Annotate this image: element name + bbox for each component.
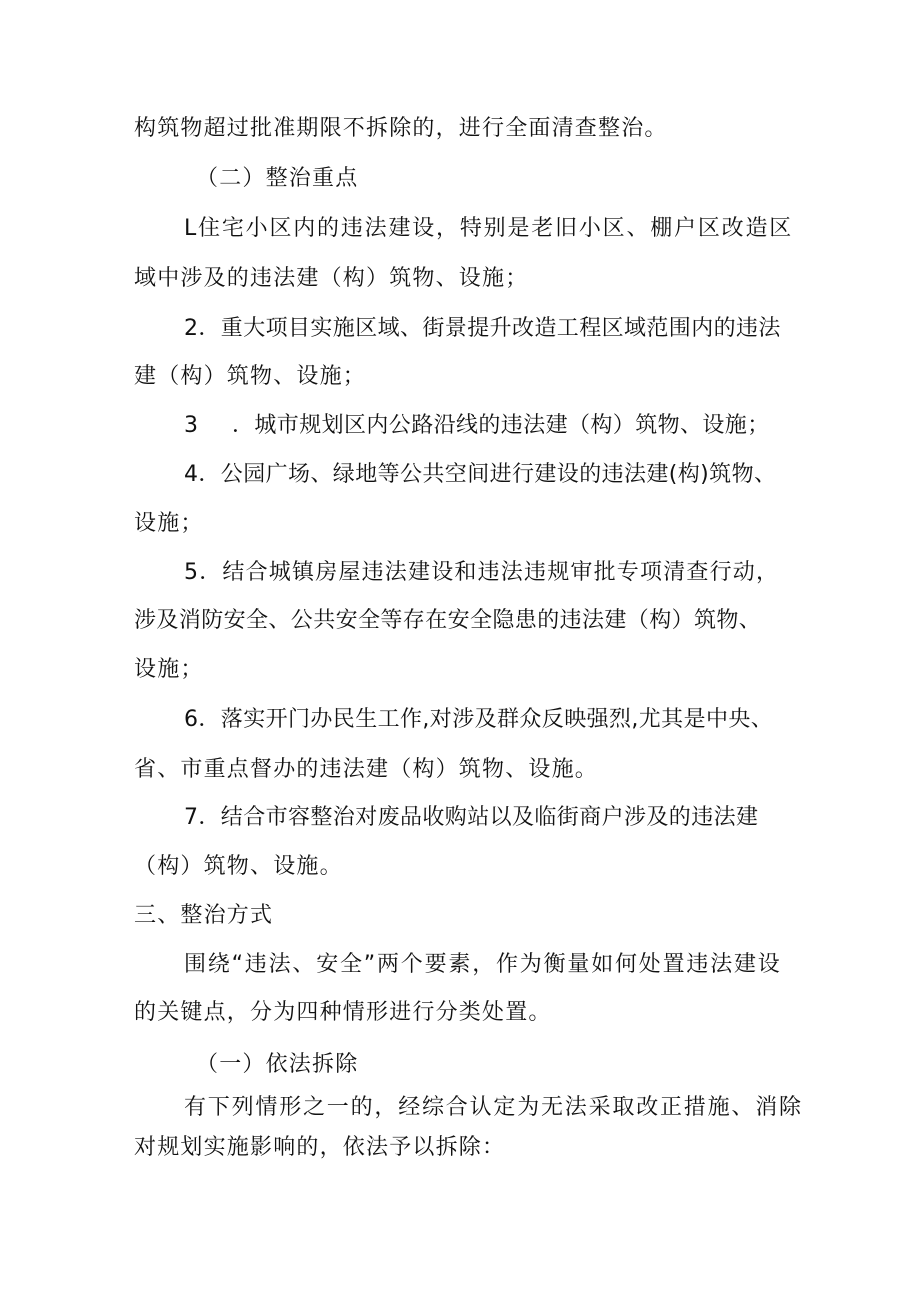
list-item-1-line-2: 域中涉及的违法建（构）筑物、设施； bbox=[134, 266, 529, 291]
list-item-4-line-1: 4．公园广场、绿地等公共空间进行建设的违法建(构)筑物、 bbox=[184, 462, 777, 487]
list-item-1-line-1: L住宅小区内的违法建设，特别是老旧小区、棚户区改造区 bbox=[184, 216, 794, 241]
list-item-5-line-2: 涉及消防安全、公共安全等存在安全隐患的违法建（构）筑物、 bbox=[134, 608, 762, 633]
list-item-2-line-1: 2．重大项目实施区域、街景提升改造工程区域范围内的违法 bbox=[184, 316, 781, 341]
paragraph-demolition-line-2: 对规划实施影响的，依法予以拆除： bbox=[134, 1135, 506, 1160]
list-item-5-line-3: 设施； bbox=[134, 657, 204, 682]
paragraph-method-line-2: 的关键点，分为四种情形进行分类处置。 bbox=[134, 1000, 552, 1025]
list-item-7-line-1: 7．结合市容整治对废品收购站以及临街商户涉及的违法建 bbox=[184, 805, 759, 830]
list-item-2-line-2: 建（构）筑物、设施； bbox=[134, 364, 367, 389]
section-heading-rectification-method: 三、整治方式 bbox=[134, 903, 274, 928]
paragraph-demolition-line-1: 有下列情形之一的，经综合认定为无法采取改正措施、消除 bbox=[184, 1095, 803, 1120]
list-item-7-line-2: （构）筑物、设施。 bbox=[134, 854, 343, 879]
list-item-6-line-2: 省、市重点督办的违法建（构）筑物、设施。 bbox=[134, 757, 599, 782]
subsection-heading-lawful-demolition: （一）依法拆除 bbox=[196, 1052, 359, 1077]
section-heading-key-focus: （二）整治重点 bbox=[196, 166, 359, 191]
list-item-5-line-1: 5．结合城镇房屋违法建设和违法违规审批专项清查行动， bbox=[184, 560, 780, 585]
list-item-3-line-1: ．城市规划区内公路沿线的违法建（构）筑物、设施； bbox=[232, 413, 770, 438]
paragraph-method-line-1: 围绕“违法、安全”两个要素，作为衡量如何处置违法建设 bbox=[184, 952, 782, 977]
list-item-3-number: 3 bbox=[184, 413, 200, 438]
list-item-6-line-1: 6．落实开门办民生工作,对涉及群众反映强烈,尤其是中央、 bbox=[184, 707, 774, 732]
paragraph-line-1: 构筑物超过批准期限不拆除的，进行全面清查整治。 bbox=[134, 116, 668, 141]
list-item-4-line-2: 设施； bbox=[134, 511, 204, 536]
